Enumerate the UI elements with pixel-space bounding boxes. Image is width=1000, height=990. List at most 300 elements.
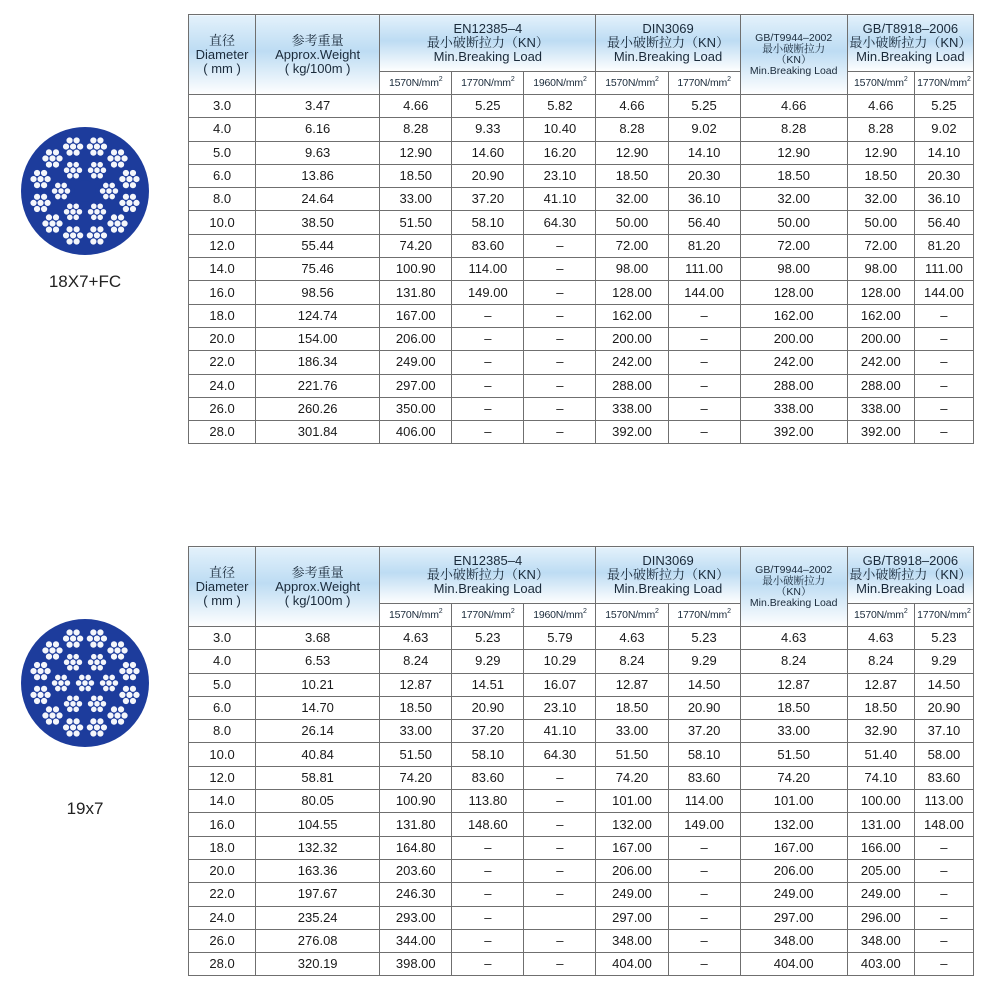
en12385-header: EN12385–4 最小破断拉力（KN） Min.Breaking Load: [380, 15, 596, 72]
table-row: [189, 188, 974, 211]
table-cell: 26.0: [189, 929, 256, 952]
grade-1960-header: $1960N/mm^2$: [524, 604, 596, 627]
table-cell: 58.10: [452, 211, 524, 234]
table-row: [189, 696, 974, 719]
table-cell: –: [914, 836, 973, 859]
grade-1770-header: $1770N/mm^2$: [452, 604, 524, 627]
table-cell: 72.00: [847, 234, 914, 257]
table-cell: 10.40: [524, 118, 596, 141]
table-cell: –: [914, 859, 973, 882]
table-row: [189, 790, 974, 813]
table-cell: 128.00: [740, 281, 847, 304]
table-cell: 8.0: [189, 720, 256, 743]
table-cell: 36.10: [914, 188, 973, 211]
table-cell: 8.28: [740, 118, 847, 141]
table-cell: 167.00: [740, 836, 847, 859]
table-cell: 297.00: [740, 906, 847, 929]
table-cell: 12.90: [380, 141, 452, 164]
table-cell: 16.07: [524, 673, 596, 696]
table-cell: 74.10: [847, 766, 914, 789]
table-cell: 9.29: [914, 650, 973, 673]
table-cell: –: [524, 929, 596, 952]
table-row: [189, 743, 974, 766]
table-cell: –: [452, 374, 524, 397]
table-cell: 10.0: [189, 211, 256, 234]
gbt9944-header: GB/T9944–2002 最小破断拉力 （KN） Min.Breaking Load: [740, 15, 847, 95]
table-cell: 38.50: [256, 211, 380, 234]
table-cell: 101.00: [596, 790, 668, 813]
table-row: [189, 118, 974, 141]
table-cell: –: [668, 397, 740, 420]
table-cell: 9.29: [668, 650, 740, 673]
table-cell: 154.00: [256, 327, 380, 350]
table-cell: 8.24: [847, 650, 914, 673]
table-row: [189, 281, 974, 304]
table-cell: –: [668, 374, 740, 397]
table-row: [189, 327, 974, 350]
table-cell: 166.00: [847, 836, 914, 859]
table-cell: 32.00: [740, 188, 847, 211]
table-row: [189, 374, 974, 397]
table-cell: 124.74: [256, 304, 380, 327]
table-cell: –: [914, 929, 973, 952]
table-cell: 18.0: [189, 836, 256, 859]
table-cell: 98.00: [596, 258, 668, 281]
table-cell: 249.00: [596, 883, 668, 906]
table-cell: 8.24: [596, 650, 668, 673]
table-cell: 51.50: [596, 743, 668, 766]
table-cell: 242.00: [740, 351, 847, 374]
table-cell: 249.00: [847, 883, 914, 906]
table-cell: 350.00: [380, 397, 452, 420]
table-cell: 288.00: [847, 374, 914, 397]
table-cell: 131.80: [380, 281, 452, 304]
table-cell: 249.00: [380, 351, 452, 374]
table-cell: 3.47: [256, 95, 380, 118]
table-cell: 348.00: [847, 929, 914, 952]
table-cell: 167.00: [596, 836, 668, 859]
table-cell: 12.0: [189, 234, 256, 257]
table-cell: 113.80: [452, 790, 524, 813]
table-cell: 288.00: [740, 374, 847, 397]
table-row: [189, 397, 974, 420]
table-cell: 32.00: [847, 188, 914, 211]
table-cell: 12.87: [740, 673, 847, 696]
table-cell: 74.20: [596, 766, 668, 789]
table-cell: 167.00: [380, 304, 452, 327]
table-cell: 221.76: [256, 374, 380, 397]
table-cell: 149.00: [668, 813, 740, 836]
table-cell: 22.0: [189, 351, 256, 374]
table-cell: –: [524, 281, 596, 304]
grade-1570-header: $1570N/mm^2$: [596, 72, 668, 95]
table-cell: 50.00: [740, 211, 847, 234]
table-cell: 74.20: [740, 766, 847, 789]
table-cell: –: [524, 836, 596, 859]
table-cell: 56.40: [914, 211, 973, 234]
table-cell: 131.00: [847, 813, 914, 836]
table-cell: –: [524, 883, 596, 906]
table-cell: 26.0: [189, 397, 256, 420]
table-cell: 4.0: [189, 650, 256, 673]
table-cell: 186.34: [256, 351, 380, 374]
table-cell: 33.00: [380, 720, 452, 743]
table-cell: 37.10: [914, 720, 973, 743]
table-cell: 3.68: [256, 627, 380, 650]
table-cell: 58.10: [452, 743, 524, 766]
table-cell: 203.60: [380, 859, 452, 882]
table-cell: –: [914, 906, 973, 929]
table-cell: 10.29: [524, 650, 596, 673]
table-cell: –: [668, 859, 740, 882]
table-cell: –: [452, 421, 524, 444]
table-cell: 9.02: [914, 118, 973, 141]
table-cell: –: [524, 813, 596, 836]
diameter-header: 直径 Diameter ( mm ): [189, 15, 256, 95]
table-cell: 55.44: [256, 234, 380, 257]
table-cell: 104.55: [256, 813, 380, 836]
table-cell: –: [668, 883, 740, 906]
table-cell: 8.24: [380, 650, 452, 673]
table-cell: 242.00: [596, 351, 668, 374]
table-cell: 58.81: [256, 766, 380, 789]
din3069-header: DIN3069 最小破断拉力（KN） Min.Breaking Load: [596, 15, 740, 72]
table-cell: 12.87: [380, 673, 452, 696]
grade-1770-header: $1770N/mm^2$: [668, 72, 740, 95]
table-cell: 403.00: [847, 953, 914, 976]
table-cell: 162.00: [596, 304, 668, 327]
table-cell: 392.00: [596, 421, 668, 444]
table-cell: 9.02: [668, 118, 740, 141]
grade-1770-header: $1770N/mm^2$: [914, 72, 973, 95]
table-cell: 80.05: [256, 790, 380, 813]
weight-header: 参考重量 Approx.Weight ( kg/100m ): [256, 547, 380, 627]
table-cell: 24.0: [189, 906, 256, 929]
table-cell: –: [914, 421, 973, 444]
grade-1570-header: $1570N/mm^2$: [847, 604, 914, 627]
table-cell: 5.23: [914, 627, 973, 650]
table-cell: 72.00: [596, 234, 668, 257]
table-cell: 14.50: [668, 673, 740, 696]
table-cell: –: [452, 327, 524, 350]
table-cell: 8.24: [740, 650, 847, 673]
table-row: [189, 766, 974, 789]
table-cell: 51.50: [380, 211, 452, 234]
table-cell: 5.23: [668, 627, 740, 650]
table-cell: 111.00: [668, 258, 740, 281]
table-cell: 18.0: [189, 304, 256, 327]
table-cell: 81.20: [914, 234, 973, 257]
din3069-header: DIN3069 最小破断拉力（KN） Min.Breaking Load: [596, 547, 740, 604]
table-cell: 41.10: [524, 188, 596, 211]
table-cell: 74.20: [380, 766, 452, 789]
table-cell: –: [524, 953, 596, 976]
table-row: [189, 164, 974, 187]
table-cell: 9.29: [452, 650, 524, 673]
table-cell: 18.50: [596, 164, 668, 187]
table-row: [189, 883, 974, 906]
table-cell: 320.19: [256, 953, 380, 976]
table-cell: 338.00: [847, 397, 914, 420]
grade-1570-header: $1570N/mm^2$: [847, 72, 914, 95]
table-cell: 32.00: [596, 188, 668, 211]
table-cell: 5.25: [914, 95, 973, 118]
table-cell: –: [524, 790, 596, 813]
table-cell: –: [452, 906, 524, 929]
table-cell: –: [668, 953, 740, 976]
table-cell: 14.10: [668, 141, 740, 164]
table-cell: 5.82: [524, 95, 596, 118]
table-cell: 162.00: [740, 304, 847, 327]
table-cell: –: [524, 421, 596, 444]
table-cell: 348.00: [596, 929, 668, 952]
table-cell: 28.0: [189, 953, 256, 976]
table-cell: 404.00: [596, 953, 668, 976]
table-cell: 406.00: [380, 421, 452, 444]
table-cell: 148.60: [452, 813, 524, 836]
table-row: [189, 859, 974, 882]
table-cell: 13.86: [256, 164, 380, 187]
table-cell: 3.0: [189, 627, 256, 650]
rope-cross-section-icon: [18, 124, 152, 258]
table-row: [189, 813, 974, 836]
table-cell: 6.16: [256, 118, 380, 141]
table-cell: 36.10: [668, 188, 740, 211]
table-cell: 37.20: [452, 720, 524, 743]
table-cell: –: [668, 421, 740, 444]
table-cell: 50.00: [596, 211, 668, 234]
table-row: [189, 351, 974, 374]
table-cell: 40.84: [256, 743, 380, 766]
table-cell: –: [524, 766, 596, 789]
table-cell: 132.00: [740, 813, 847, 836]
table-cell: 144.00: [668, 281, 740, 304]
table-cell: –: [524, 859, 596, 882]
table-cell: 83.60: [452, 766, 524, 789]
table-cell: 16.20: [524, 141, 596, 164]
table-cell: [524, 906, 596, 929]
table-cell: 8.0: [189, 188, 256, 211]
spec-table: [188, 546, 974, 976]
table-cell: 64.30: [524, 211, 596, 234]
table-cell: –: [524, 304, 596, 327]
table-cell: –: [668, 327, 740, 350]
table-cell: 18.50: [596, 696, 668, 719]
table-row: [189, 836, 974, 859]
table-cell: 58.00: [914, 743, 973, 766]
table-cell: 20.90: [452, 164, 524, 187]
table-cell: 276.08: [256, 929, 380, 952]
table-cell: 81.20: [668, 234, 740, 257]
table-row: [189, 234, 974, 257]
table-cell: 26.14: [256, 720, 380, 743]
table-cell: –: [668, 351, 740, 374]
table-row: [189, 304, 974, 327]
grade-1770-header: $1770N/mm^2$: [452, 72, 524, 95]
table-cell: 33.00: [380, 188, 452, 211]
table-cell: 51.50: [740, 743, 847, 766]
table-cell: 20.0: [189, 859, 256, 882]
table-cell: 83.60: [452, 234, 524, 257]
table-cell: 12.87: [847, 673, 914, 696]
table-row: [189, 627, 974, 650]
table-cell: 20.30: [668, 164, 740, 187]
table-cell: 242.00: [847, 351, 914, 374]
grade-1770-header: $1770N/mm^2$: [668, 604, 740, 627]
table-cell: 32.90: [847, 720, 914, 743]
table-cell: 200.00: [847, 327, 914, 350]
spec-table: [188, 14, 974, 444]
table-cell: 5.0: [189, 673, 256, 696]
table-cell: 206.00: [380, 327, 452, 350]
table-row: [189, 929, 974, 952]
table-cell: 163.36: [256, 859, 380, 882]
table-cell: 4.63: [596, 627, 668, 650]
table-cell: 297.00: [380, 374, 452, 397]
table-cell: 18.50: [380, 696, 452, 719]
table-cell: 4.66: [596, 95, 668, 118]
table-cell: 23.10: [524, 696, 596, 719]
table-cell: 404.00: [740, 953, 847, 976]
table-cell: 20.90: [914, 696, 973, 719]
table-cell: 23.10: [524, 164, 596, 187]
table-cell: –: [524, 351, 596, 374]
table-cell: 50.00: [847, 211, 914, 234]
table-cell: 12.0: [189, 766, 256, 789]
table-cell: 249.00: [740, 883, 847, 906]
table-cell: 14.0: [189, 258, 256, 281]
table-cell: 5.0: [189, 141, 256, 164]
table-cell: –: [914, 327, 973, 350]
table-cell: 4.66: [380, 95, 452, 118]
table-cell: 8.28: [847, 118, 914, 141]
table-cell: 246.30: [380, 883, 452, 906]
table-cell: 8.28: [380, 118, 452, 141]
rope-type-label: 19x7: [66, 799, 104, 818]
table-cell: 20.0: [189, 327, 256, 350]
table-cell: 56.40: [668, 211, 740, 234]
table-cell: 18.50: [847, 696, 914, 719]
table-row: [189, 673, 974, 696]
table-cell: –: [452, 929, 524, 952]
table-cell: 4.63: [740, 627, 847, 650]
table-cell: 14.10: [914, 141, 973, 164]
grade-1570-header: $1570N/mm^2$: [380, 604, 452, 627]
table-cell: –: [452, 859, 524, 882]
table-row: [189, 720, 974, 743]
table-cell: 14.50: [914, 673, 973, 696]
table-cell: 24.0: [189, 374, 256, 397]
table-cell: 37.20: [668, 720, 740, 743]
table-cell: 297.00: [596, 906, 668, 929]
table-cell: 51.40: [847, 743, 914, 766]
table-cell: 12.90: [740, 141, 847, 164]
table-cell: 392.00: [740, 421, 847, 444]
table-cell: 132.00: [596, 813, 668, 836]
table-cell: 200.00: [740, 327, 847, 350]
table-cell: –: [914, 374, 973, 397]
spec-table-body: [189, 627, 974, 976]
table-cell: 98.00: [740, 258, 847, 281]
table-cell: –: [524, 234, 596, 257]
table-cell: 348.00: [740, 929, 847, 952]
table-cell: 83.60: [668, 766, 740, 789]
table-cell: 12.90: [596, 141, 668, 164]
table-cell: 5.23: [452, 627, 524, 650]
table-row: [189, 258, 974, 281]
table-cell: –: [524, 374, 596, 397]
table-cell: –: [524, 397, 596, 420]
table-cell: 293.00: [380, 906, 452, 929]
table-cell: –: [524, 258, 596, 281]
weight-header: 参考重量 Approx.Weight ( kg/100m ): [256, 15, 380, 95]
table-cell: 14.0: [189, 790, 256, 813]
table-cell: 58.10: [668, 743, 740, 766]
table-cell: 14.60: [452, 141, 524, 164]
table-cell: –: [914, 304, 973, 327]
table-cell: –: [452, 953, 524, 976]
table-cell: 344.00: [380, 929, 452, 952]
table-cell: –: [668, 929, 740, 952]
table-cell: 235.24: [256, 906, 380, 929]
table-row: [189, 95, 974, 118]
en12385-header: EN12385–4 最小破断拉力（KN） Min.Breaking Load: [380, 547, 596, 604]
table-cell: 10.0: [189, 743, 256, 766]
table-cell: 22.0: [189, 883, 256, 906]
table-cell: 18.50: [740, 164, 847, 187]
table-cell: –: [668, 906, 740, 929]
table-cell: 206.00: [596, 859, 668, 882]
table-cell: 5.25: [668, 95, 740, 118]
table-cell: 6.53: [256, 650, 380, 673]
table-row: [189, 421, 974, 444]
table-row: [189, 211, 974, 234]
table-cell: 9.33: [452, 118, 524, 141]
table-row: [189, 906, 974, 929]
table-cell: –: [452, 304, 524, 327]
table-cell: 301.84: [256, 421, 380, 444]
table-cell: –: [668, 304, 740, 327]
table-cell: 100.90: [380, 790, 452, 813]
table-cell: 75.46: [256, 258, 380, 281]
table-cell: 131.80: [380, 813, 452, 836]
table-cell: 114.00: [452, 258, 524, 281]
table-cell: 8.28: [596, 118, 668, 141]
table-cell: 33.00: [596, 720, 668, 743]
rope-cross-section-icon: [18, 616, 152, 750]
table-cell: 5.25: [452, 95, 524, 118]
table-cell: 74.20: [380, 234, 452, 257]
grade-1570-header: $1570N/mm^2$: [380, 72, 452, 95]
table-cell: 162.00: [847, 304, 914, 327]
table-cell: 101.00: [740, 790, 847, 813]
table-cell: 205.00: [847, 859, 914, 882]
table-row: [189, 141, 974, 164]
table-cell: 296.00: [847, 906, 914, 929]
table-cell: 148.00: [914, 813, 973, 836]
table-cell: 14.51: [452, 673, 524, 696]
table-cell: 33.00: [740, 720, 847, 743]
table-cell: 5.79: [524, 627, 596, 650]
table-cell: 37.20: [452, 188, 524, 211]
table-cell: 10.21: [256, 673, 380, 696]
table-cell: –: [914, 953, 973, 976]
table-cell: 100.00: [847, 790, 914, 813]
table-cell: 4.63: [380, 627, 452, 650]
table-row: [189, 650, 974, 673]
grade-1960-header: $1960N/mm^2$: [524, 72, 596, 95]
table-cell: 16.0: [189, 281, 256, 304]
